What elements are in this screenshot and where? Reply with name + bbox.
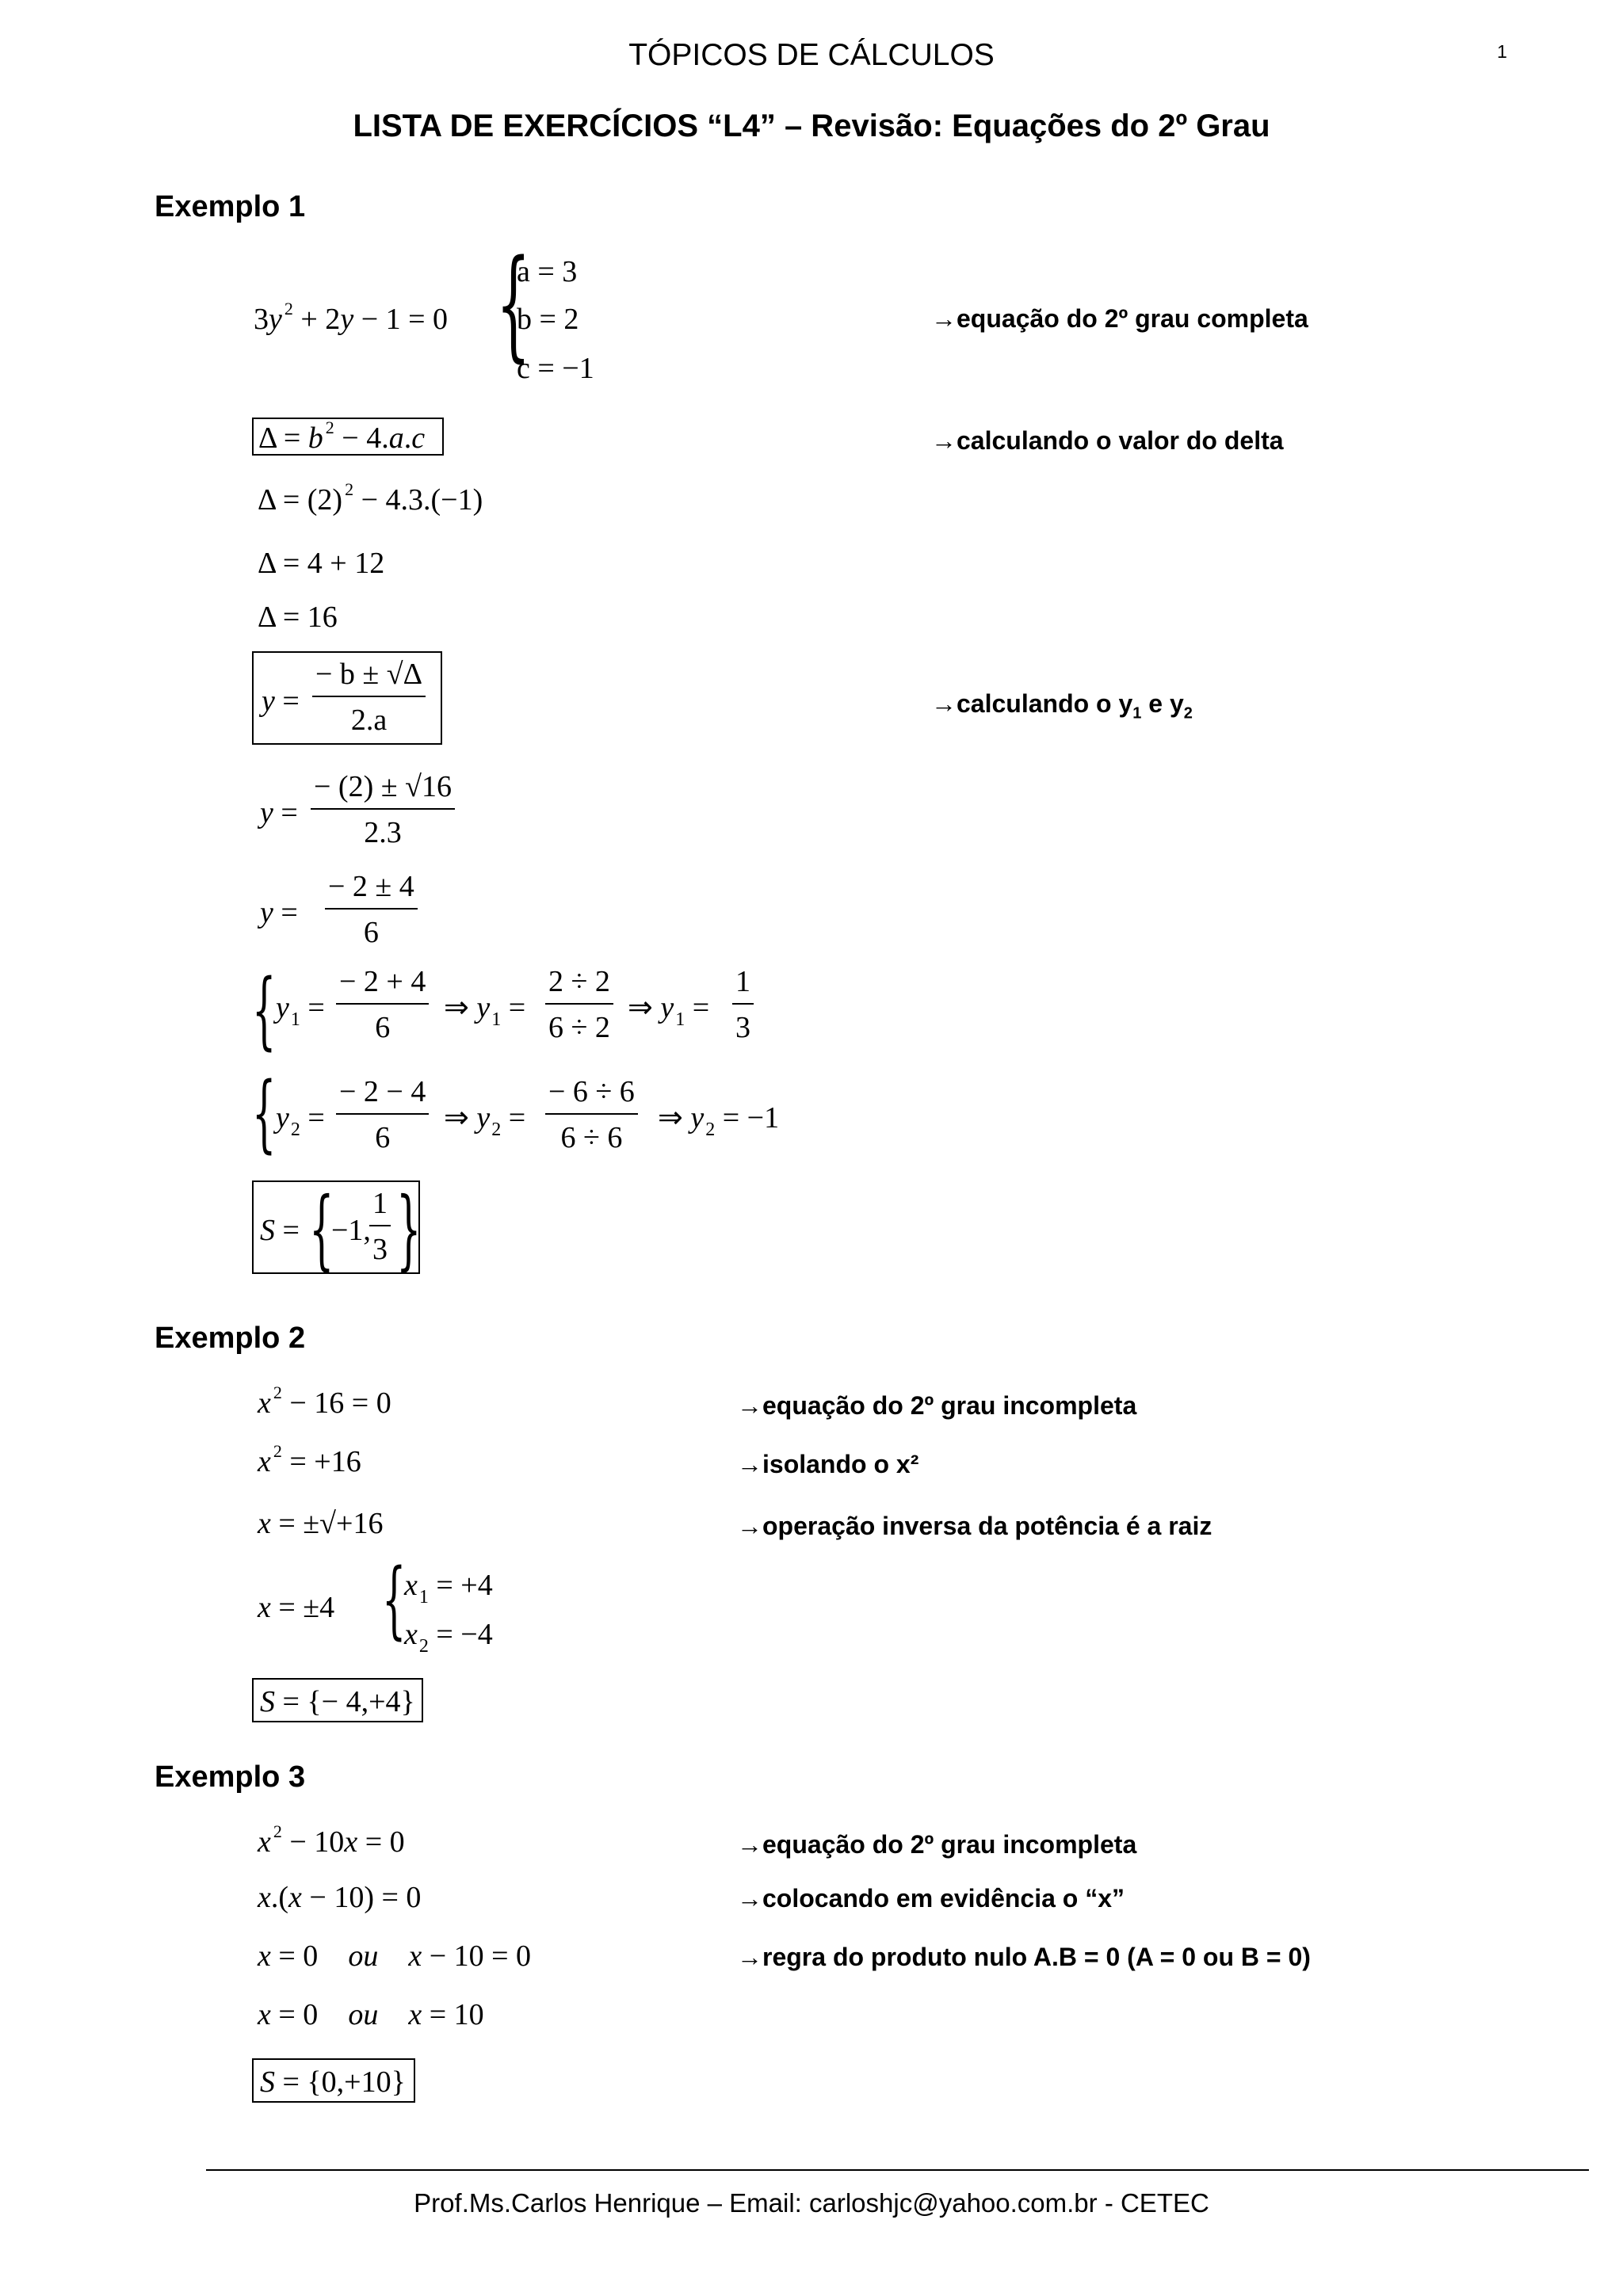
y1-step-fraction (545, 967, 613, 1043)
y1-implies-1: ⇒ $y_1$ = (444, 991, 526, 1030)
example2-note2: →isolando o x² (737, 1450, 919, 1478)
example3-note2: →colocando em evidência o “x” (737, 1884, 1125, 1913)
bhaskara-denominator: 2.a (350, 704, 388, 737)
delta-sub-text: Δ = (2) $^2$ − 4.3.(−1) (258, 479, 483, 517)
sub-denominator: 2.3 (364, 816, 402, 849)
example1-equation (254, 299, 449, 336)
y2-implies-1: ⇒ $y_2$ = (444, 1101, 526, 1140)
example2-roots-brace: { (382, 1550, 407, 1648)
example1-note-equation: →equação do 2º grau completa (931, 304, 1308, 333)
example2-note3: →operação inversa da potência é a raiz (737, 1512, 1212, 1540)
y1-step-numerator: 2 ÷ 2 (545, 967, 613, 1005)
example1-simp-y-label: y = (260, 896, 298, 929)
example2-line1: x $^2$ − 16 = 0 (258, 1383, 391, 1420)
y1-implies-2: ⇒ $y_1$ = (628, 991, 710, 1030)
bhaskara-formula (312, 659, 426, 735)
example3-line2: x.(x − 10) = 0 (258, 1881, 422, 1914)
example1-delta-result: Δ = 16 (258, 601, 338, 634)
example2-line2: x $^2$ = +16 (258, 1441, 361, 1478)
example3-solution: S = {0,+10} (252, 2058, 415, 2103)
bhaskara-numerator: − b ± √Δ (312, 659, 426, 697)
example1-delta-substitution (258, 479, 483, 517)
solution1-numerator: 1 (369, 1188, 391, 1226)
sub-numerator: − (2) ± √16 (311, 772, 455, 810)
solution1-int: −1, (331, 1214, 371, 1247)
example2-label: Exemplo 2 (155, 1322, 306, 1355)
example2-x2: $x_2 = -4$ (404, 1618, 493, 1657)
y2-denominator: 6 (375, 1121, 391, 1154)
example2-note1: →equação do 2º grau incompleta (737, 1391, 1137, 1420)
simp-denominator: 6 (363, 916, 379, 949)
example1-coef-c: c = −1 (517, 352, 594, 385)
y1-denominator: 6 (375, 1011, 391, 1044)
solution1-fraction (369, 1188, 391, 1264)
solution1-denominator: 3 (372, 1233, 388, 1266)
simp-numerator: − 2 ± 4 (325, 871, 418, 910)
y2-label: $y_2$ = (276, 1101, 325, 1140)
example3-line3: x = 0 ou x − 10 = 0 (258, 1939, 532, 1973)
footer-divider (206, 2169, 1589, 2171)
page-title: LISTA DE EXERCÍCIOS “L4” – Revisão: Equações do 2º Grau (353, 109, 1270, 143)
example3-note1: →equação do 2º grau incompleta (737, 1830, 1137, 1859)
y2-numerator: − 2 − 4 (336, 1077, 429, 1115)
y2-result: ⇒ $y_2 = -1$ (658, 1101, 780, 1140)
delta-formula-text: Δ = b $^2$ − 4.a.c (258, 418, 426, 455)
example1-delta-sum: Δ = 4 + 12 (258, 547, 385, 580)
y2-brace: { (252, 1064, 277, 1161)
example2-solution: S = {− 4,+4} (252, 1678, 423, 1722)
y1-result-numerator: 1 (732, 967, 754, 1005)
example3-line4: x = 0 ou x = 10 (258, 1998, 484, 2031)
y2-step-denominator: 6 ÷ 6 (560, 1121, 623, 1154)
example3-line1: x $^2$ − 10x = 0 (258, 1821, 405, 1859)
example3-note3: →regra do produto nulo A.B = 0 (A = 0 ou B = 0) (737, 1943, 1311, 1971)
example2-line4: x = ±4 (258, 1591, 335, 1624)
y1-step-denominator: 6 ÷ 2 (548, 1011, 610, 1044)
y1-result-fraction (732, 967, 754, 1043)
example1-note-delta: →calculando o valor do delta (931, 426, 1284, 455)
y2-step-numerator: − 6 ÷ 6 (545, 1077, 638, 1115)
example2-line3: x = ±√+16 (258, 1507, 384, 1540)
example1-coef-brace: { (496, 234, 531, 374)
example1-note-roots: →calculando o $y_1$ e $y_2$ (931, 689, 1193, 723)
example3-label: Exemplo 3 (155, 1760, 306, 1794)
solution1-open-brace: { (309, 1178, 334, 1280)
example1-bhaskara-box (252, 651, 442, 745)
example1-sub-y-label: y = (260, 796, 298, 830)
course-header: TÓPICOS DE CÁLCULOS (628, 38, 995, 72)
example2-x1: $x_1 = +4$ (404, 1569, 493, 1608)
page-number: 1 (1497, 41, 1507, 62)
example1-label: Exemplo 1 (155, 190, 306, 223)
example1-coef-a: a = 3 (517, 255, 578, 288)
y1-fraction (336, 967, 429, 1043)
y1-label: $y_1$ = (276, 991, 325, 1030)
y1-result-denominator: 3 (735, 1011, 750, 1044)
example1-coef-b: b = 2 (517, 303, 579, 336)
bhaskara-y-label: y = (262, 685, 300, 718)
solution1-close-brace: } (396, 1178, 422, 1280)
footer-credit: Prof.Ms.Carlos Henrique – Email: carloshjc@yahoo.com.br - CETEC (414, 2188, 1209, 2218)
y1-numerator: − 2 + 4 (336, 967, 429, 1005)
example1-solution-box (252, 1178, 422, 1280)
y2-fraction (336, 1077, 429, 1153)
example1-delta-formula (252, 418, 444, 456)
y2-step-fraction (545, 1077, 638, 1153)
solution1-prefix: S = (260, 1214, 300, 1247)
y1-brace: { (252, 961, 277, 1058)
example1-sub-fraction (311, 772, 455, 848)
y2-result-value: −1 (747, 1101, 780, 1135)
example1-simp-fraction (325, 871, 418, 948)
example1-equation-text: 3y $^2$ + 2y − 1 = 0 (254, 299, 449, 336)
